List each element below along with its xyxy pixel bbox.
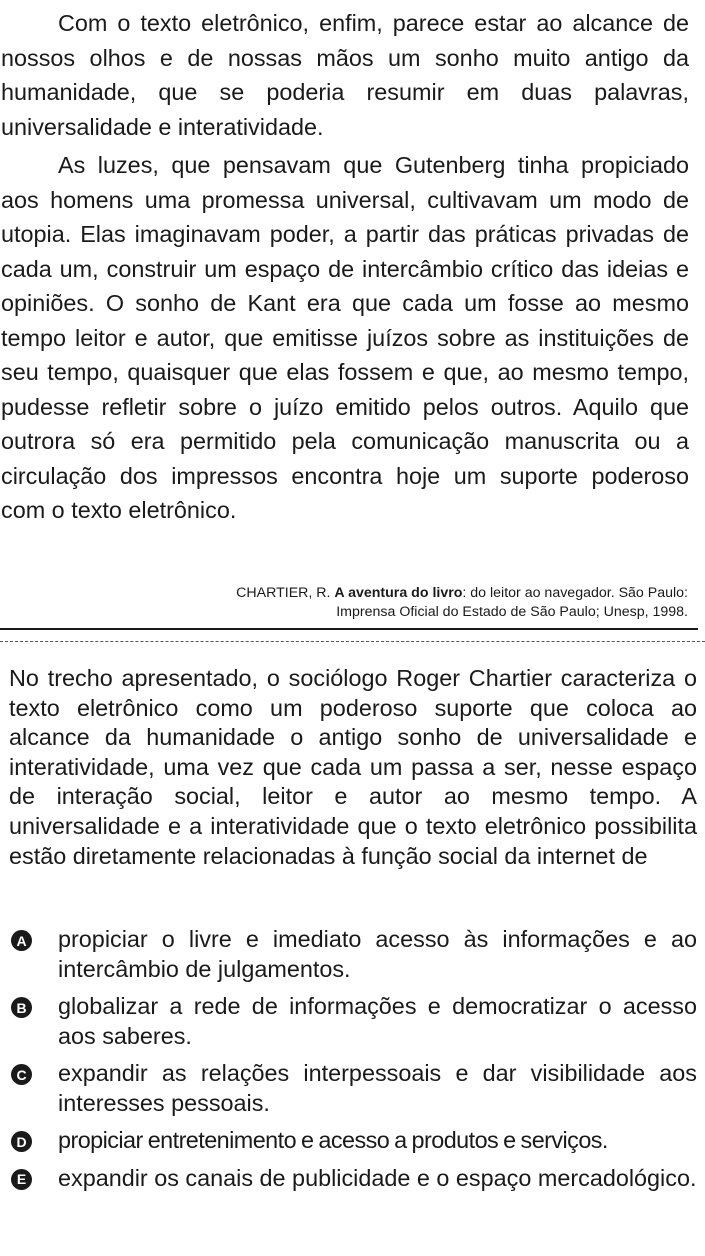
- answer-options: [9, 925, 697, 1201]
- option-e-text: expandir os canais de publicidade e o espaço mercadológico.: [58, 1164, 697, 1191]
- passage-paragraph-1: Com o texto eletrônico, enfim, parece estar ao alcance de nossos olhos e de nossas mãos um sonho muito antigo da humanidade, que se poderia resumir em duas palavras, universalidade e interatividade.: [1, 10, 689, 140]
- option-a[interactable]: [9, 925, 697, 984]
- citation-author: CHARTIER, R.: [236, 585, 335, 601]
- option-d[interactable]: [9, 1126, 697, 1156]
- option-c-text: expandir as relações interpessoais e dar visibilidade aos interesses pessoais.: [58, 1060, 697, 1116]
- question-stem: No trecho apresentado, o sociólogo Roger Chartier caracteriza o texto eletrônico como um poderoso suporte que coloca ao alcance da humanidade o antigo sonho de universalidade e interatividade, uma vez que cada um passa a ser, nesse espaço de interação social, leitor e autor ao mesmo tempo. A universalidade e a interatividade que o texto eletrônico possibilita estão diretamente relacionadas à função social da internet de: [9, 665, 697, 869]
- passage-paragraph-2: As luzes, que pensavam que Gutenberg tinha propiciado aos homens uma promessa universal, cultivavam um modo de utopia. Elas imaginavam poder, a partir das práticas privadas de cada um, construir um espaço de intercâmbio crítico das ideias e opiniões. O sonho de Kant era que cada um fosse ao mesmo tempo leitor e autor, que emitisse juízos sobre as instituições de seu tempo, quaisquer que elas fossem e que, ao mesmo tempo, pudesse refletir sobre o juízo emitido pelos outros. Aquilo que outrora só era permitido pela comunicação manuscrita ou a circulação dos impressos encontra hoje um suporte poderoso com o texto eletrônico.: [1, 152, 689, 523]
- option-b-text: globalizar a rede de informações e democratizar o acesso aos saberes.: [58, 993, 697, 1049]
- option-e-letter-icon: E: [11, 1169, 32, 1190]
- citation-title: A aventura do livro: [334, 585, 463, 601]
- option-c-letter-icon: C: [11, 1064, 32, 1085]
- option-b[interactable]: [9, 992, 697, 1051]
- citation-details: : do leitor ao navegador. São Paulo:: [462, 585, 688, 601]
- option-d-text: propiciar entretenimento e acesso a produtos e serviços.: [58, 1127, 608, 1153]
- option-e[interactable]: [9, 1164, 697, 1194]
- option-b-letter-icon: B: [11, 997, 32, 1018]
- passage: [1, 6, 689, 528]
- source-citation: [88, 584, 688, 622]
- option-a-letter-icon: A: [11, 930, 32, 951]
- option-a-text: propiciar o livre e imediato acesso às informações e ao intercâmbio de julgamentos.: [58, 926, 697, 982]
- passage-divider: [0, 628, 698, 630]
- section-dashed-divider: [0, 641, 705, 642]
- option-d-letter-icon: D: [11, 1131, 32, 1152]
- citation-publisher: Imprensa Oficial do Estado de São Paulo; Unesp, 1998.: [336, 604, 688, 620]
- option-c[interactable]: [9, 1059, 697, 1118]
